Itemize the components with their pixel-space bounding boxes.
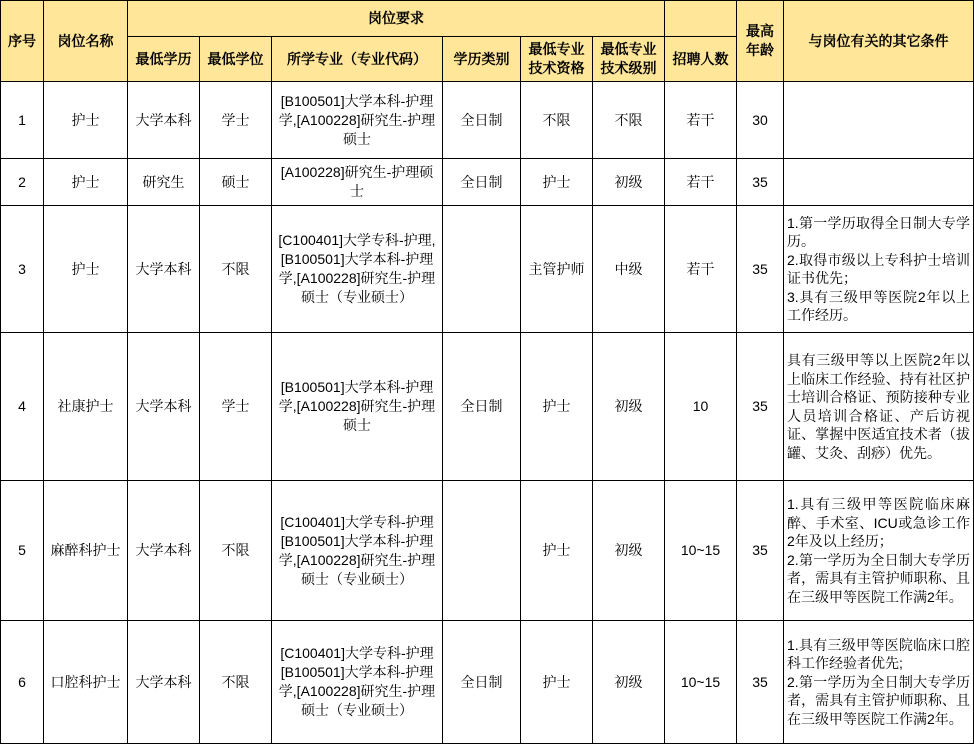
major-cell: [B100501]大学本科-护理学,[A100228]研究生-护理硕士 (272, 333, 443, 481)
min-degree-cell: 学士 (200, 82, 272, 159)
header-major: 所学专业（专业代码） (272, 37, 443, 82)
other-conditions-cell (784, 481, 974, 621)
min-title-qualification-cell: 护士 (521, 621, 593, 744)
header-recruit-count: 招聘人数 (665, 37, 737, 82)
header-min-title-level-label: 最低专业技术级别 (600, 41, 657, 76)
min-title-qualification-cell: 护士 (521, 333, 593, 481)
condition-item: 1.具有三级甲等医院临床麻醉、手术室、ICU或急诊工作2年及以上经历； (787, 496, 970, 549)
min-education-cell: 大学本科 (128, 481, 200, 621)
max-age-cell: 35 (737, 333, 784, 481)
education-type-cell: 全日制 (443, 82, 521, 159)
header-min-degree: 最低学位 (200, 37, 272, 82)
min-degree-cell: 不限 (200, 621, 272, 744)
condition-item: 2.第一学历为全日制大专学历者，需具有主管护师职称、且在三级甲等医院工作满2年。 (787, 673, 970, 727)
table-row (1, 481, 974, 621)
seq-cell: 5 (1, 481, 44, 621)
header-min-title-qualification-label: 最低专业技术资格 (528, 41, 585, 76)
min-title-level-cell: 初级 (593, 333, 665, 481)
min-title-qualification-cell: 护士 (521, 481, 593, 621)
header-row-top (1, 1, 974, 37)
major-cell: [C100401]大学专科-护理[B100501]大学本科-护理学,[A100228]研究生-护理硕士（专业硕士） (272, 621, 443, 744)
major-cell: [B100501]大学本科-护理学,[A100228]研究生-护理硕士 (272, 82, 443, 159)
header-education-type: 学历类别 (443, 37, 521, 82)
condition-item: 1.第一学历取得全日制大专学历。 (787, 214, 970, 249)
header-post-name: 岗位名称 (44, 1, 128, 82)
min-title-level-cell: 中级 (593, 206, 665, 333)
other-conditions-cell (784, 333, 974, 481)
other-conditions-cell (784, 621, 974, 744)
header-other-conditions: 与岗位有关的其它条件 (784, 1, 974, 82)
seq-cell: 6 (1, 621, 44, 744)
education-type-cell: 全日制 (443, 159, 521, 206)
min-title-level-cell: 初级 (593, 621, 665, 744)
recruit-count-cell: 若干 (665, 206, 737, 333)
header-min-education: 最低学历 (128, 37, 200, 82)
header-max-age (737, 1, 784, 82)
education-type-cell (443, 206, 521, 333)
header-max-age-label: 最高年龄 (745, 23, 774, 58)
condition-item: 2.第一学历为全日制大专学历者，需具有主管护师职称、且在三级甲等医院工作满2年。 (787, 551, 970, 605)
seq-cell: 1 (1, 82, 44, 159)
max-age-cell: 30 (737, 82, 784, 159)
seq-cell: 2 (1, 159, 44, 206)
seq-cell: 4 (1, 333, 44, 481)
header-blank-cell (665, 1, 737, 37)
major-cell: [C100401]大学专科-护理[B100501]大学本科-护理学,[A100228]研究生-护理硕士（专业硕士） (272, 481, 443, 621)
table-row (1, 82, 974, 159)
seq-cell: 3 (1, 206, 44, 333)
table-body (1, 82, 974, 744)
min-title-qualification-cell: 护士 (521, 159, 593, 206)
post-name-cell: 社康护士 (44, 333, 128, 481)
max-age-cell: 35 (737, 206, 784, 333)
recruit-count-cell: 10~15 (665, 621, 737, 744)
education-type-cell: 全日制 (443, 621, 521, 744)
min-degree-cell: 学士 (200, 333, 272, 481)
max-age-cell: 35 (737, 481, 784, 621)
min-education-cell: 大学本科 (128, 621, 200, 744)
max-age-cell: 35 (737, 621, 784, 744)
recruit-count-cell: 若干 (665, 82, 737, 159)
min-title-qualification-cell: 不限 (521, 82, 593, 159)
post-name-cell: 护士 (44, 159, 128, 206)
post-name-cell: 麻醉科护士 (44, 481, 128, 621)
max-age-cell: 35 (737, 159, 784, 206)
min-education-cell: 大学本科 (128, 82, 200, 159)
min-education-cell: 研究生 (128, 159, 200, 206)
min-title-level-cell: 不限 (593, 82, 665, 159)
min-education-cell: 大学本科 (128, 206, 200, 333)
education-type-cell: 全日制 (443, 333, 521, 481)
condition-item: 具有三级甲等以上医院2年以上临床工作经验、持有社区护士培训合格证、预防接种专业人员培训合格证、产后访视证、掌握中医适宜技术者（拔罐、艾灸、刮痧）优先。 (787, 352, 970, 461)
header-min-title-qualification (521, 37, 593, 82)
recruit-count-cell: 若干 (665, 159, 737, 206)
major-cell: [C100401]大学专科-护理,[B100501]大学本科-护理学,[A100228]研究生-护理硕士（专业硕士） (272, 206, 443, 333)
condition-item: 2.取得市级以上专科护士培训证书优先； (787, 251, 970, 286)
table-row (1, 159, 974, 206)
post-name-cell: 护士 (44, 82, 128, 159)
min-degree-cell: 不限 (200, 481, 272, 621)
header-seq: 序号 (1, 1, 44, 82)
other-conditions-cell (784, 159, 974, 206)
table-row (1, 621, 974, 744)
recruit-count-cell: 10 (665, 333, 737, 481)
other-conditions-cell (784, 206, 974, 333)
condition-item: 3.具有三级甲等医院2年以上工作经历。 (787, 288, 970, 323)
major-cell: [A100228]研究生-护理硕士 (272, 159, 443, 206)
post-name-cell: 护士 (44, 206, 128, 333)
table-row (1, 333, 974, 481)
min-degree-cell: 不限 (200, 206, 272, 333)
min-title-level-cell: 初级 (593, 481, 665, 621)
header-requirements: 岗位要求 (128, 1, 665, 37)
header-min-title-level (593, 37, 665, 82)
other-conditions-cell (784, 82, 974, 159)
table-row (1, 206, 974, 333)
min-degree-cell: 硕士 (200, 159, 272, 206)
min-title-level-cell: 初级 (593, 159, 665, 206)
min-title-qualification-cell: 主管护师 (521, 206, 593, 333)
post-name-cell: 口腔科护士 (44, 621, 128, 744)
education-type-cell (443, 481, 521, 621)
min-education-cell: 大学本科 (128, 333, 200, 481)
recruit-count-cell: 10~15 (665, 481, 737, 621)
condition-item: 1.具有三级甲等医院临床口腔科工作经验者优先; (787, 636, 970, 672)
table-header (1, 1, 974, 82)
